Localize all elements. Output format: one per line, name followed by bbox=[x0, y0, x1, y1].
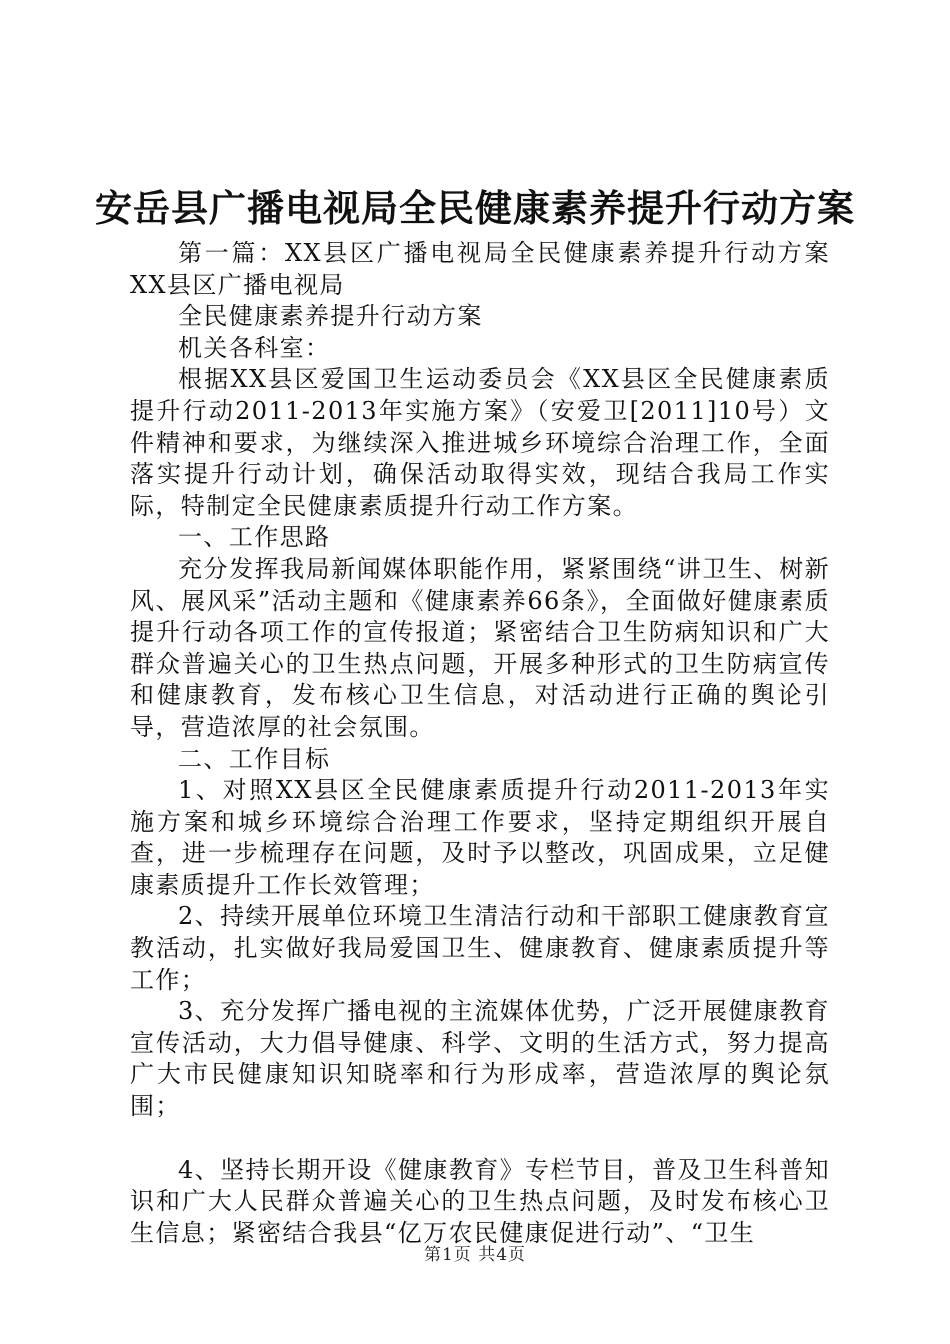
document-body bbox=[130, 238, 830, 1249]
paragraph-goal-2: 2、持续开展单位环境卫生清洁行动和干部职工健康教育宣教活动，扎实做好我局爱国卫生、健康教育、健康素质提升等工作； bbox=[130, 902, 830, 994]
paragraph-intro-heading: 第一篇：XX县区广播电视局全民健康素养提升行动方案XX县区广播电视局 bbox=[130, 239, 830, 299]
paragraph-goal-4: 4、坚持长期开设《健康教育》专栏节目，普及卫生科普知识和广大人民群众普遍关心的卫生热点问题，及时发布核心卫生信息；紧密结合我县“亿万农民健康促进行动”、“卫生 bbox=[130, 1155, 830, 1247]
paragraph-plan-name: 全民健康素养提升行动方案 bbox=[178, 302, 483, 331]
document-title: 安岳县广播电视局全民健康素养提升行动方案 bbox=[95, 186, 855, 230]
page-number-footer: 第1页 共4页 bbox=[423, 1245, 527, 1265]
paragraph-salutation: 机关各科室： bbox=[178, 333, 331, 362]
paragraph-goal-3: 3、充分发挥广播电视的主流媒体优势，广泛开展健康教育宣传活动，大力倡导健康、科学、文明的生活方式，努力提高广大市民健康知识知晓率和行为形成率，营造浓厚的舆论氛围； bbox=[130, 997, 830, 1121]
paragraph-work-approach: 充分发挥我局新闻媒体职能作用，紧紧围绕“讲卫生、树新风、展风采”活动主题和《健康素养66条》，全面做好健康素质提升行动各项工作的宣传报道；紧密结合卫生防病知识和广大群众普遍关心的卫生热点问题，开展多种形式的卫生防病宣传和健康教育，发布核心卫生信息，对活动进行正确的舆论引导，营造浓厚的社会氛围。 bbox=[130, 554, 830, 741]
section-heading-work-goals: 二、工作目标 bbox=[178, 744, 331, 773]
paragraph-basis: 根据XX县区爱国卫生运动委员会《XX县区全民健康素质提升行动2011-2013年实施方案》（安爱卫[2011]10号）文件精神和要求，为继续深入推进城乡环境综合治理工作，全面落实提升行动计划，确保活动取得实效，现结合我局工作实际，特制定全民健康素质提升行动工作方案。 bbox=[130, 365, 830, 520]
section-heading-work-approach: 一、工作思路 bbox=[178, 523, 331, 552]
paragraph-goal-1: 1、对照XX县区全民健康素质提升行动2011-2013年实施方案和城乡环境综合治理工作要求，坚持定期组织开展自查，进一步梳理存在问题，及时予以整改，巩固成果，立足健康素质提升工作长效管理； bbox=[130, 776, 830, 899]
